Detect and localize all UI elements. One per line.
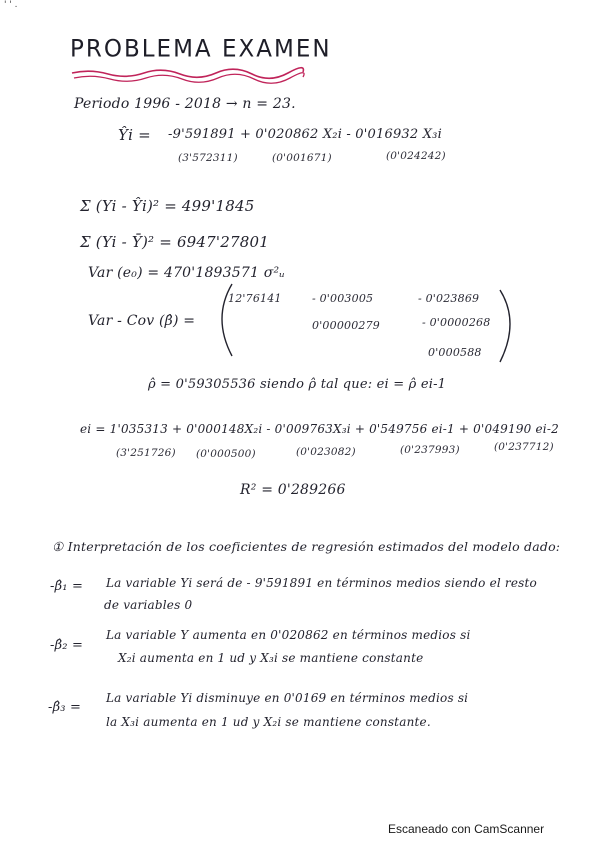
equation1-se-1: (3'572311) — [178, 152, 238, 164]
corner-mark: ' ' . — [4, 0, 18, 10]
beta3-symbol: -β̂₃ = — [48, 700, 82, 715]
beta2-symbol: -β̂₂ = — [50, 638, 84, 653]
varcov-r2c3: - 0'0000268 — [422, 316, 491, 329]
rho-line: ρ̂ = 0'59305536 siendo ρ̂ tal que: ei = ρ̂ ei-1 — [148, 377, 447, 392]
varcov-r1c1: 12'76141 — [228, 292, 282, 305]
equation2-se-3: (0'023082) — [296, 446, 356, 458]
page-title: PROBLEMA EXAMEN — [70, 35, 332, 63]
equation1-se-3: (0'024242) — [386, 150, 446, 162]
beta3-line2: la X₃i aumenta en 1 ud y X₂i se mantiene constante. — [106, 715, 431, 729]
varcov-label: Var - Cov (β̂) = — [88, 313, 196, 329]
equation2-se-5: (0'237712) — [494, 441, 554, 453]
equation1-se-2: (0'001671) — [272, 152, 332, 164]
equation2-se-2: (0'000500) — [196, 448, 256, 460]
r-squared-line: R² = 0'289266 — [240, 482, 346, 498]
beta2-line2: X₂i aumenta en 1 ud y X₃i se mantiene constante — [118, 651, 424, 665]
varcov-r3c3: 0'000588 — [428, 346, 482, 359]
equation1-lhs: Ŷi = — [118, 126, 151, 144]
equation2-se-1: (3'251726) — [116, 447, 176, 459]
equation2-se-4: (0'237993) — [400, 444, 460, 456]
varcov-r1c3: - 0'023869 — [418, 292, 480, 305]
beta2-line1: La variable Y aumenta en 0'020862 en términos medios si — [106, 628, 471, 642]
question-1-heading: ① Interpretación de los coeficientes de regresión estimados del modelo dado: — [52, 539, 561, 554]
period-line: Periodo 1996 - 2018 → n = 23. — [74, 96, 296, 112]
beta1-symbol: -β̂₁ = — [50, 579, 84, 594]
beta1-line1: La variable Yi será de - 9'591891 en términos medios siendo el resto — [106, 576, 537, 590]
var-e0-line: Var (e₀) = 470'1893571 σ²ᵤ — [88, 265, 286, 281]
equation1-terms: -9'591891 + 0'020862 X₂i - 0'016932 X₃i — [168, 127, 442, 142]
varcov-r1c2: - 0'003005 — [312, 292, 374, 305]
camscanner-watermark: Escaneado con CamScanner — [388, 822, 545, 836]
beta3-line1: La variable Yi disminuye en 0'0169 en términos medios si — [106, 691, 469, 705]
equation2-terms: ei = 1'035313 + 0'000148X₂i - 0'009763X₃i + 0'549756 ei-1 + 0'049190 ei-2 — [80, 422, 559, 436]
ssr-line: Σ (Yi - Ŷi)² = 499'1845 — [80, 197, 255, 215]
beta1-line2: de variables 0 — [104, 598, 193, 612]
sst-line: Σ (Yi - Ȳ)² = 6947'27801 — [80, 233, 269, 251]
varcov-r2c2: 0'00000279 — [312, 319, 381, 332]
